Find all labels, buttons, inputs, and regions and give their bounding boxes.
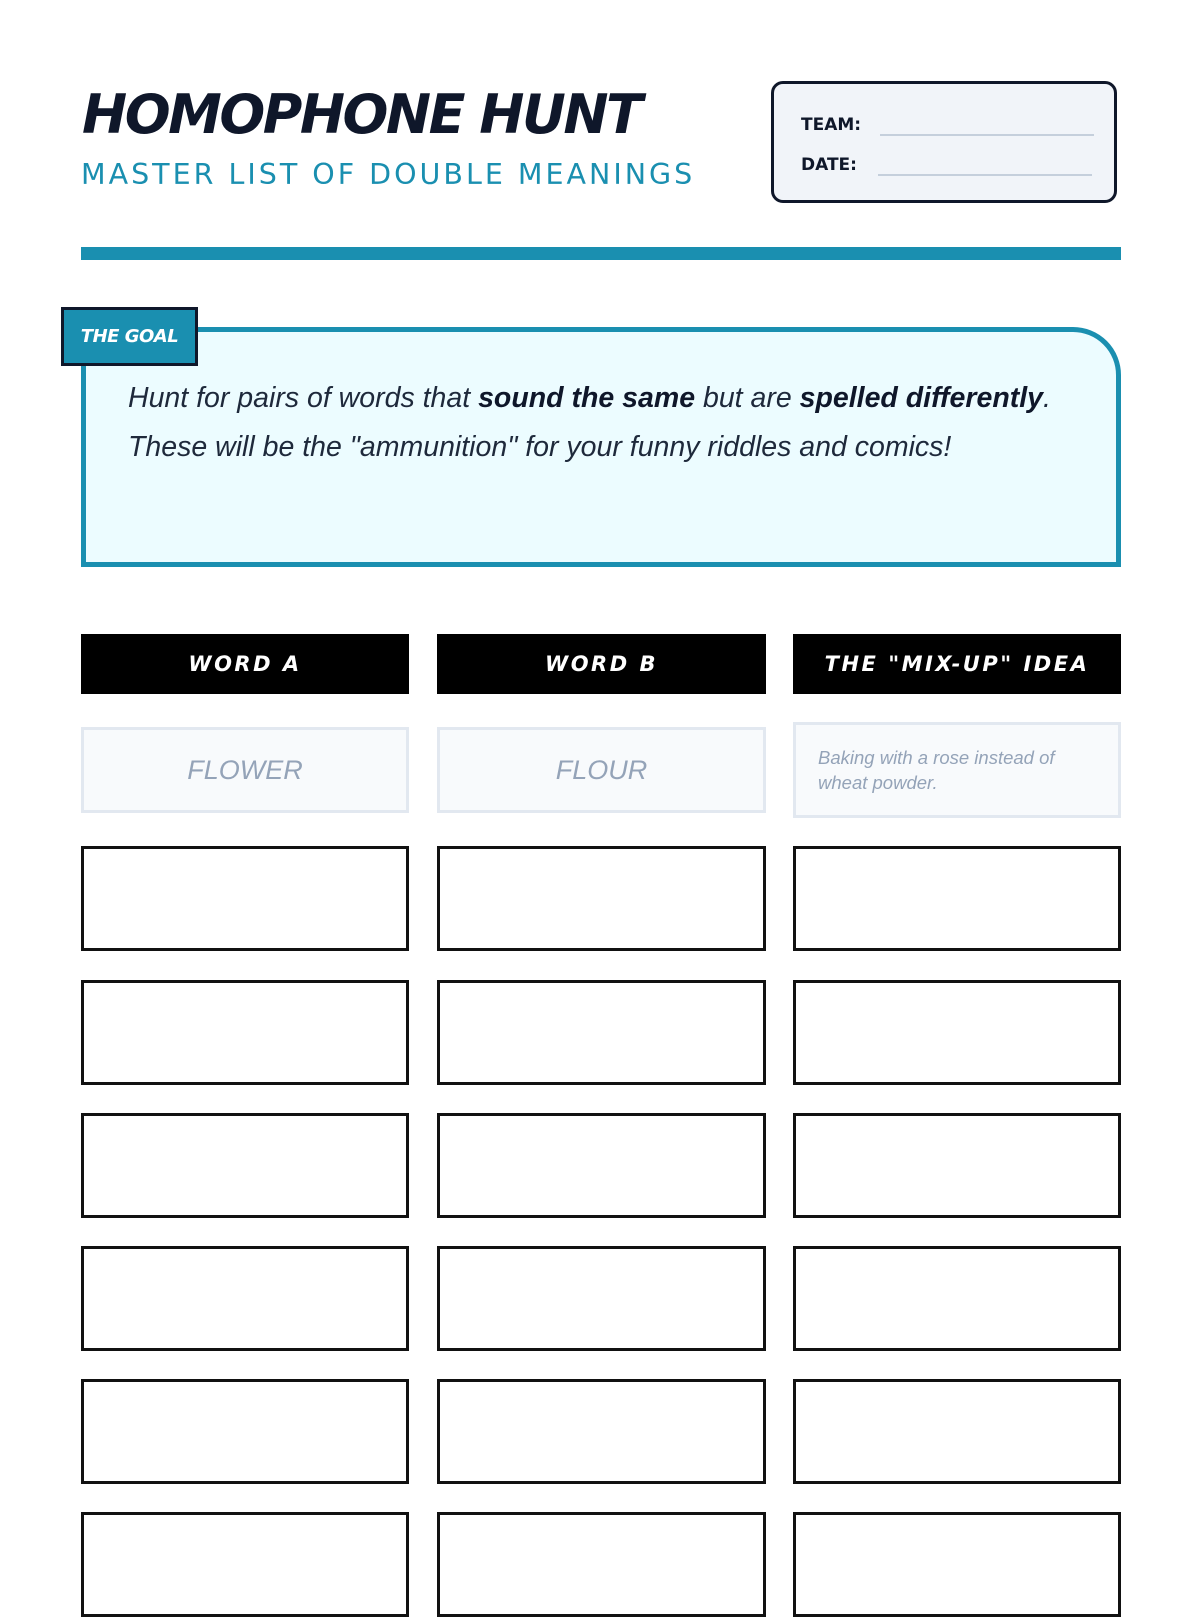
row-2-idea-field[interactable] bbox=[793, 980, 1121, 1085]
example-word-b: FLOUR bbox=[437, 727, 766, 813]
row-2-word-b-field[interactable] bbox=[437, 980, 766, 1085]
example-mix-up-idea: Baking with a rose instead of wheat powder. bbox=[793, 722, 1121, 818]
row-6-idea-field[interactable] bbox=[793, 1512, 1121, 1617]
column-header-mix-up-idea: THE "MIX-UP" IDEA bbox=[793, 634, 1121, 694]
goal-text-part-2: but are bbox=[695, 382, 800, 414]
goal-text bbox=[128, 374, 1088, 472]
column-header-word-b: WORD B bbox=[437, 634, 766, 694]
row-1-idea-field[interactable] bbox=[793, 846, 1121, 951]
team-label: TEAM: bbox=[801, 115, 862, 135]
row-4-word-b-field[interactable] bbox=[437, 1246, 766, 1351]
row-4-word-a-field[interactable] bbox=[81, 1246, 409, 1351]
row-3-idea-field[interactable] bbox=[793, 1113, 1121, 1218]
page-subtitle: MASTER LIST OF DOUBLE MEANINGS bbox=[81, 158, 696, 191]
row-1-word-b-field[interactable] bbox=[437, 846, 766, 951]
goal-text-part-3: . These will be the "ammunition" for your funny riddles and comics! bbox=[128, 382, 1051, 463]
row-6-word-a-field[interactable] bbox=[81, 1512, 409, 1617]
row-5-idea-field[interactable] bbox=[793, 1379, 1121, 1484]
column-header-word-a: WORD A bbox=[81, 634, 409, 694]
goal-bold-1: sound the same bbox=[478, 382, 696, 414]
header-divider bbox=[81, 247, 1121, 260]
row-4-idea-field[interactable] bbox=[793, 1246, 1121, 1351]
row-3-word-b-field[interactable] bbox=[437, 1113, 766, 1218]
date-label: DATE: bbox=[801, 155, 857, 175]
team-field[interactable] bbox=[880, 134, 1094, 136]
goal-text-part-1: Hunt for pairs of words that bbox=[128, 382, 479, 414]
goal-bold-2: spelled differently bbox=[799, 382, 1044, 414]
row-5-word-a-field[interactable] bbox=[81, 1379, 409, 1484]
date-field[interactable] bbox=[878, 174, 1092, 176]
row-1-word-a-field[interactable] bbox=[81, 846, 409, 951]
goal-tag: THE GOAL bbox=[61, 307, 198, 366]
page-title: HOMOPHONE HUNT bbox=[82, 83, 641, 146]
example-word-a: FLOWER bbox=[81, 727, 409, 813]
row-2-word-a-field[interactable] bbox=[81, 980, 409, 1085]
row-3-word-a-field[interactable] bbox=[81, 1113, 409, 1218]
row-5-word-b-field[interactable] bbox=[437, 1379, 766, 1484]
row-6-word-b-field[interactable] bbox=[437, 1512, 766, 1617]
team-date-box bbox=[771, 81, 1117, 203]
